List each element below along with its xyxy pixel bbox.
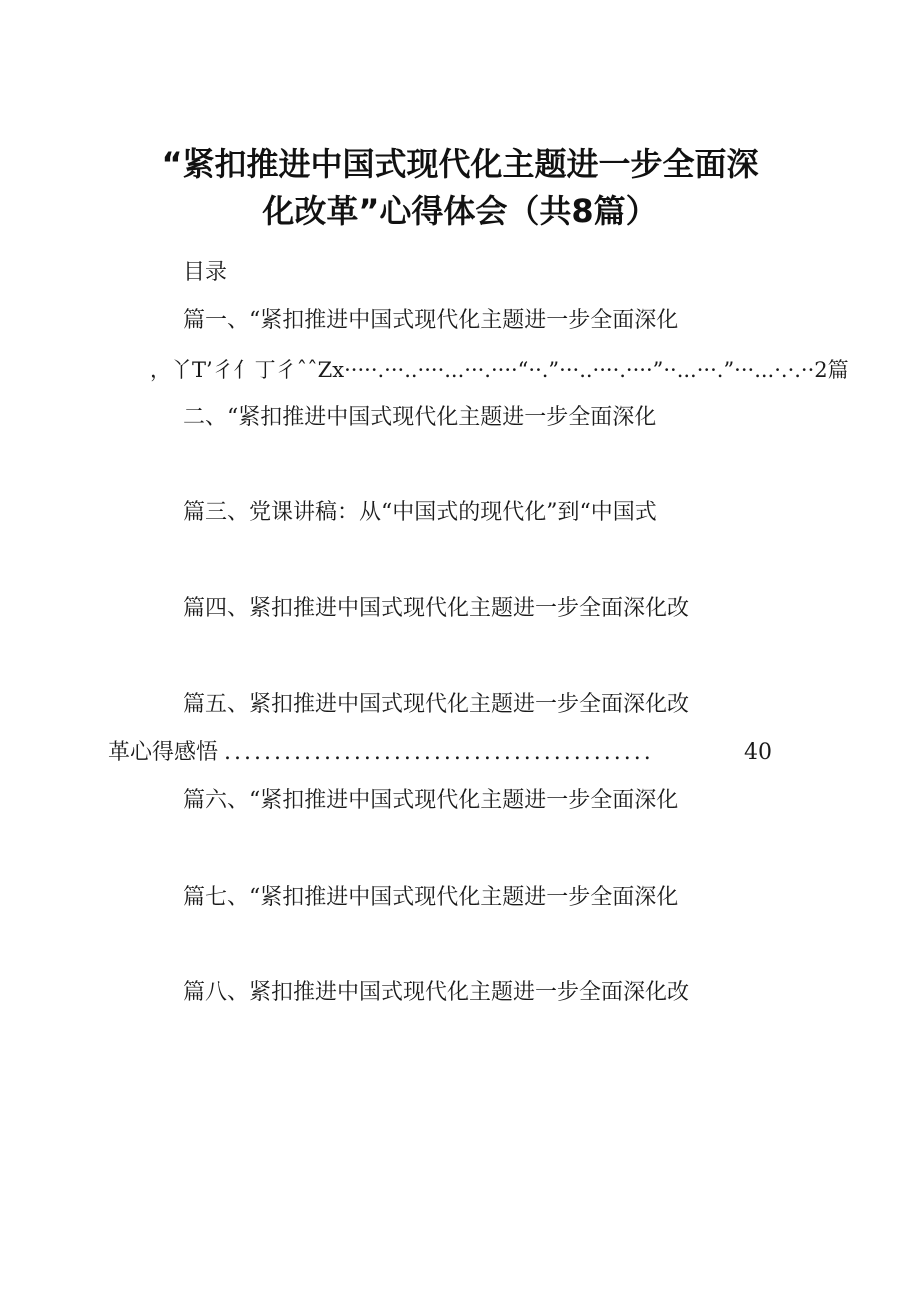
toc-entry-1[interactable]: 篇一、“紧扣推进中国式现代化主题进一步全面深化 bbox=[183, 308, 679, 333]
toc-entry-8[interactable]: 篇八、紧扣推进中国式现代化主题进一步全面深化改 bbox=[183, 980, 690, 1005]
toc-entry-5-page-number: 40 bbox=[744, 740, 772, 765]
toc-entry-5[interactable]: 篇五、紧扣推进中国式现代化主题进一步全面深化改 bbox=[183, 692, 690, 717]
toc-entry-4[interactable]: 篇四、紧扣推进中国式现代化主题进一步全面深化改 bbox=[183, 596, 690, 621]
toc-entry-2[interactable]: 二、“紧扣推进中国式现代化主题进一步全面深化 bbox=[183, 405, 657, 430]
toc-entry-6[interactable]: 篇六、“紧扣推进中国式现代化主题进一步全面深化 bbox=[183, 788, 679, 813]
toc-entry-3[interactable]: 篇三、党课讲稿：从“中国式的现代化”到“中国式 bbox=[183, 500, 657, 525]
document-title-line-2: 化改革”心得体会（共8篇） bbox=[262, 192, 658, 230]
toc-heading: 目录 bbox=[183, 260, 228, 285]
toc-entry-5-dot-leader: ........................................... bbox=[224, 740, 654, 765]
document-title-line-1: “紧扣推进中国式现代化主题进一步全面深 bbox=[161, 145, 759, 183]
toc-entry-5-text: 革心得感悟 bbox=[108, 740, 219, 765]
toc-entry-7[interactable]: 篇七、“紧扣推进中国式现代化主题进一步全面深化 bbox=[183, 885, 679, 910]
toc-entry-1-continuation: ，丫T’彳亻丁彳ˆˆZx·····.···..····...···.····“··.”···..····.····”··...···.”···...·.·.··2篇 bbox=[150, 358, 849, 382]
toc-entry-5-continuation[interactable] bbox=[108, 738, 772, 768]
